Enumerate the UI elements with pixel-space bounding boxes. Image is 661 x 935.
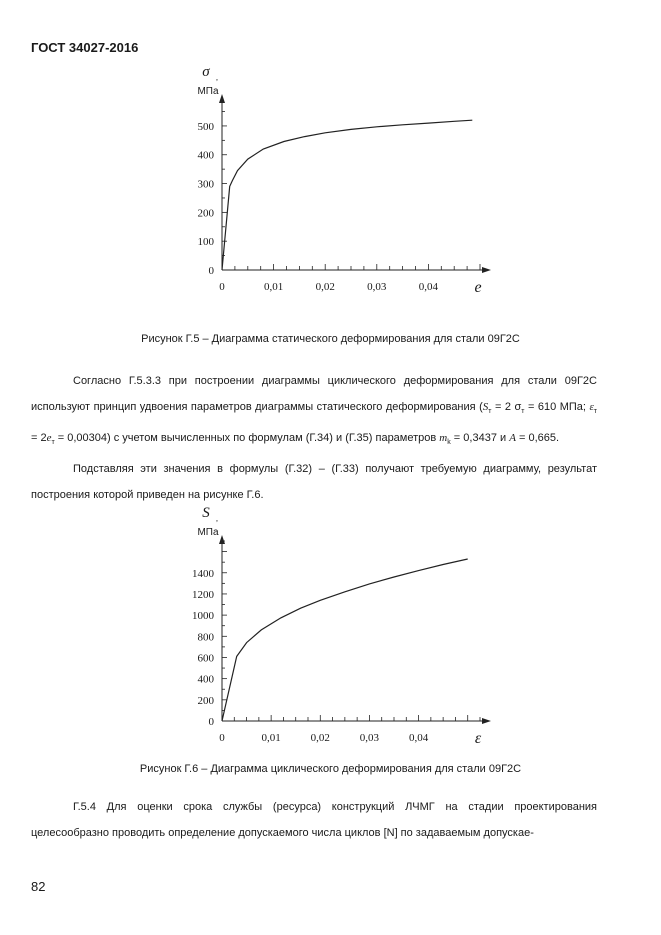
y-tick-label: 300: [197, 178, 214, 191]
x-tick-label: 0: [219, 732, 225, 744]
x-tick-label: 0,02: [315, 281, 335, 293]
document-header: ГОСТ 34027-2016: [31, 40, 139, 55]
y-tick-label: 100: [197, 236, 214, 249]
x-tick-label: 0,04: [408, 732, 429, 744]
figure-caption-g6: Рисунок Г.6 – Диаграмма циклического деформирования для стали 09Г2С: [139, 763, 522, 775]
x-axis-arrow: [482, 267, 491, 273]
y-axis-unit: МПа: [197, 86, 219, 97]
y-tick-label: 1000: [192, 610, 214, 623]
y-axis-symbol: σ: [202, 64, 210, 80]
y-tick-label: 400: [197, 149, 214, 162]
x-tick-label: 0: [219, 281, 225, 293]
static-deformation-chart: [150, 64, 510, 310]
x-axis-arrow: [482, 718, 491, 724]
y-axis-symbol-sub: ,: [216, 514, 218, 523]
x-tick-label: 0,01: [263, 281, 284, 293]
y-axis-arrow: [219, 94, 225, 103]
page-number: 82: [31, 879, 46, 894]
y-tick-label: 400: [197, 673, 214, 686]
series-line: [222, 120, 472, 270]
y-tick-label: 800: [197, 631, 214, 644]
y-axis-arrow: [219, 535, 225, 544]
x-axis-label: e: [474, 279, 482, 296]
y-tick-label: 0: [208, 716, 214, 728]
x-tick-label: 0,03: [367, 281, 387, 293]
x-axis-label: ε: [474, 730, 482, 747]
y-tick-label: 1200: [192, 588, 214, 601]
y-axis-unit: МПа: [197, 527, 219, 538]
y-tick-label: 500: [197, 120, 214, 133]
cyclic-deformation-chart: [150, 505, 510, 753]
y-tick-label: 200: [197, 694, 214, 707]
paragraph-substitution: Подставляя эти значения в формулы (Г.32) – (Г.33) получают требуемую диаграмму, результат построения которой приведен на рисунке Г.6.: [31, 463, 597, 501]
y-axis-symbol-sub: ,: [216, 73, 218, 82]
y-tick-label: 200: [197, 207, 214, 220]
y-tick-label: 1400: [192, 567, 214, 580]
y-tick-label: 0: [208, 265, 214, 277]
y-axis-symbol: S: [202, 505, 210, 521]
y-tick-label: 600: [197, 652, 214, 665]
series-line: [222, 559, 468, 721]
x-tick-label: 0,04: [418, 281, 439, 293]
figure-caption-g5: Рисунок Г.5 – Диаграмма статического деформирования для стали 09Г2С: [141, 333, 520, 345]
x-tick-label: 0,02: [310, 732, 330, 744]
x-tick-label: 0,01: [261, 732, 281, 744]
paragraph-service-life: Г.5.4 Для оценки срока службы (ресурса) конструкций ЛЧМГ на стадии проектирования целесообразно проводить определение допускаемого числа циклов [N] по задаваемым допускае-: [31, 801, 597, 839]
x-tick-label: 0,03: [359, 732, 380, 744]
paragraph-cyclic-params: Согласно Г.5.3.3 при построении диаграммы циклического деформирования для стали 09Г2С используют принцип удвоения параметров диаграммы статического деформирования ($S_т = 2$ $\sigma_т = 610$ МПа; $\varepsilon_т = 2e_т = 0,00304$) с учетом вычисленных по формулам (Г.34) и (Г.35) параметров $m_k = 0,3437$ и A = 0,665. Подставляя эти значения в формулы (Г.32) – (Г.33) получают требуемую диаграмму, результат построения которой приведен на рисунке Г.6.: [31, 368, 597, 508]
